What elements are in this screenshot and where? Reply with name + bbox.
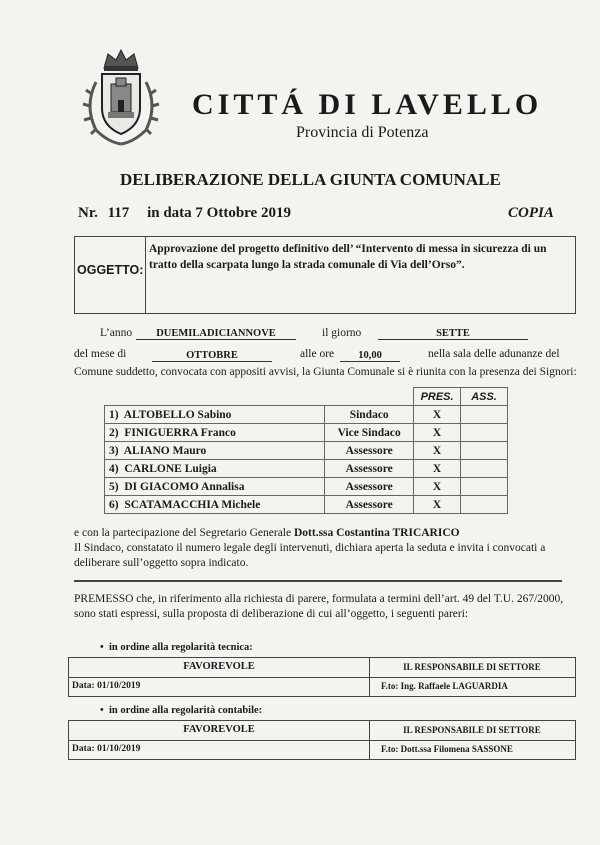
member-name [105, 424, 325, 442]
parere-firma: F.to: Ing. Raffaele LAGUARDIA [381, 681, 508, 691]
copy-label: COPIA [508, 205, 554, 221]
table-row [105, 442, 508, 460]
member-number: 1) [109, 408, 119, 421]
member-role: Sindaco [325, 406, 414, 424]
coat-of-arms-icon [78, 46, 164, 150]
member-pres: X [414, 442, 461, 460]
member-ass [461, 496, 508, 514]
parere-data: Data: 01/10/2019 [72, 681, 141, 691]
oggetto-label: OGGETTO: [77, 263, 144, 277]
document-title: DELIBERAZIONE DELLA GIUNTA COMUNALE [120, 170, 501, 189]
member-ass [461, 406, 508, 424]
member-name-text: ALTOBELLO Sabino [123, 408, 232, 421]
pres-header: PRES. [414, 388, 461, 406]
member-number: 5) [109, 480, 119, 493]
parere-title-text: in ordine alla regolarità tecnica: [108, 642, 253, 653]
member-role: Vice Sindaco [325, 424, 414, 442]
segretario-line-2: Il Sindaco, constatato il numero legale degli intervenuti, dichiara aperta la seduta e invita i convocati a [74, 542, 546, 554]
table-row [105, 496, 508, 514]
parere-responsabile-label: IL RESPONSABILE DI SETTORE [403, 725, 541, 735]
member-pres: X [414, 478, 461, 496]
parere-tecnico-title [100, 642, 253, 653]
segretario-prefix: e con la partecipazione del Segretario Generale [74, 527, 294, 539]
section-divider [74, 580, 562, 582]
ore-label: alle ore [300, 348, 335, 360]
member-name [105, 406, 325, 424]
member-name [105, 442, 325, 460]
parere-tecnico-box [68, 657, 576, 697]
sala-text: nella sala delle adunanze del [428, 348, 560, 360]
attendance-header-row [105, 388, 508, 406]
member-ass [461, 424, 508, 442]
member-pres: X [414, 460, 461, 478]
city-name: CITTÁ DI LAVELLO [192, 88, 543, 121]
member-number: 2) [109, 426, 119, 439]
oggetto-label-cell [75, 237, 146, 313]
member-name-text: SCATAMACCHIA Michele [124, 498, 261, 511]
parere-esito: FAVOREVOLE [183, 661, 255, 672]
table-row [105, 406, 508, 424]
member-name-text: FINIGUERRA Franco [124, 426, 236, 439]
member-pres: X [414, 424, 461, 442]
anno-label: L’anno [100, 327, 133, 339]
parere-contabile-title [100, 705, 262, 716]
bullet-icon: • [100, 705, 109, 716]
member-role: Assessore [325, 460, 414, 478]
member-role: Assessore [325, 442, 414, 460]
parere-esito: FAVOREVOLE [183, 724, 255, 735]
mese-value: OTTOBRE [152, 350, 272, 362]
deliberation-date: in data 7 Ottobre 2019 [147, 205, 291, 221]
premesso-line-2: sono stati espressi, sulla proposta di deliberazione di cui all’oggetto, i seguenti pareri: [74, 608, 469, 620]
parere-responsabile-label: IL RESPONSABILE DI SETTORE [403, 662, 541, 672]
segretario-line-3: deliberare sull’oggetto sopra indicato. [74, 557, 249, 569]
segretario-line-1 [74, 527, 460, 539]
nr-value: 117 [107, 205, 130, 221]
ore-value: 10,00 [340, 350, 400, 362]
member-pres: X [414, 406, 461, 424]
member-number: 3) [109, 444, 119, 457]
oggetto-box [74, 236, 576, 314]
member-pres: X [414, 496, 461, 514]
table-row [105, 478, 508, 496]
parere-contabile-box [68, 720, 576, 760]
member-name-text: DI GIACOMO Annalisa [124, 480, 245, 493]
oggetto-text: Approvazione del progetto definitivo dell’ “Intervento di messa in sicurezza di un tratto della scarpata lungo la strada comunale di Via dell’Orso”. [149, 243, 547, 271]
member-number: 6) [109, 498, 119, 511]
anno-value: DUEMILADICIANNOVE [136, 328, 296, 340]
member-name-text: CARLONE Luigia [124, 462, 217, 475]
session-line-3: Comune suddetto, convocata con appositi avvisi, la Giunta Comunale si è riunita con la presenza dei Signori: [74, 366, 577, 378]
table-row [105, 460, 508, 478]
member-role: Assessore [325, 478, 414, 496]
bullet-icon: • [100, 642, 109, 653]
giorno-label: il giorno [322, 327, 362, 339]
province-name: Provincia di Potenza [296, 124, 429, 141]
member-name [105, 460, 325, 478]
giorno-value: SETTE [378, 328, 528, 340]
member-role: Assessore [325, 496, 414, 514]
member-ass [461, 442, 508, 460]
premesso-line-1: PREMESSO che, in riferimento alla richiesta di parere, formulata a termini dell’art. 49 del T.U. 267/2000, [74, 593, 564, 605]
ass-header: ASS. [461, 388, 508, 406]
attendance-table [104, 387, 508, 514]
deliberation-number-line [78, 205, 297, 222]
mese-label: del mese di [74, 348, 127, 360]
member-name [105, 478, 325, 496]
nr-label: Nr. [78, 205, 98, 221]
member-name-text: ALIANO Mauro [123, 444, 207, 457]
member-name [105, 496, 325, 514]
member-ass [461, 478, 508, 496]
parere-data: Data: 01/10/2019 [72, 744, 141, 754]
parere-title-text: in ordine alla regolarità contabile: [108, 705, 263, 716]
table-row [105, 424, 508, 442]
parere-firma: F.to: Dott.ssa Filomena SASSONE [381, 744, 513, 754]
member-ass [461, 460, 508, 478]
segretario-name: Dott.ssa Costantina TRICARICO [293, 527, 460, 539]
member-number: 4) [109, 462, 119, 475]
